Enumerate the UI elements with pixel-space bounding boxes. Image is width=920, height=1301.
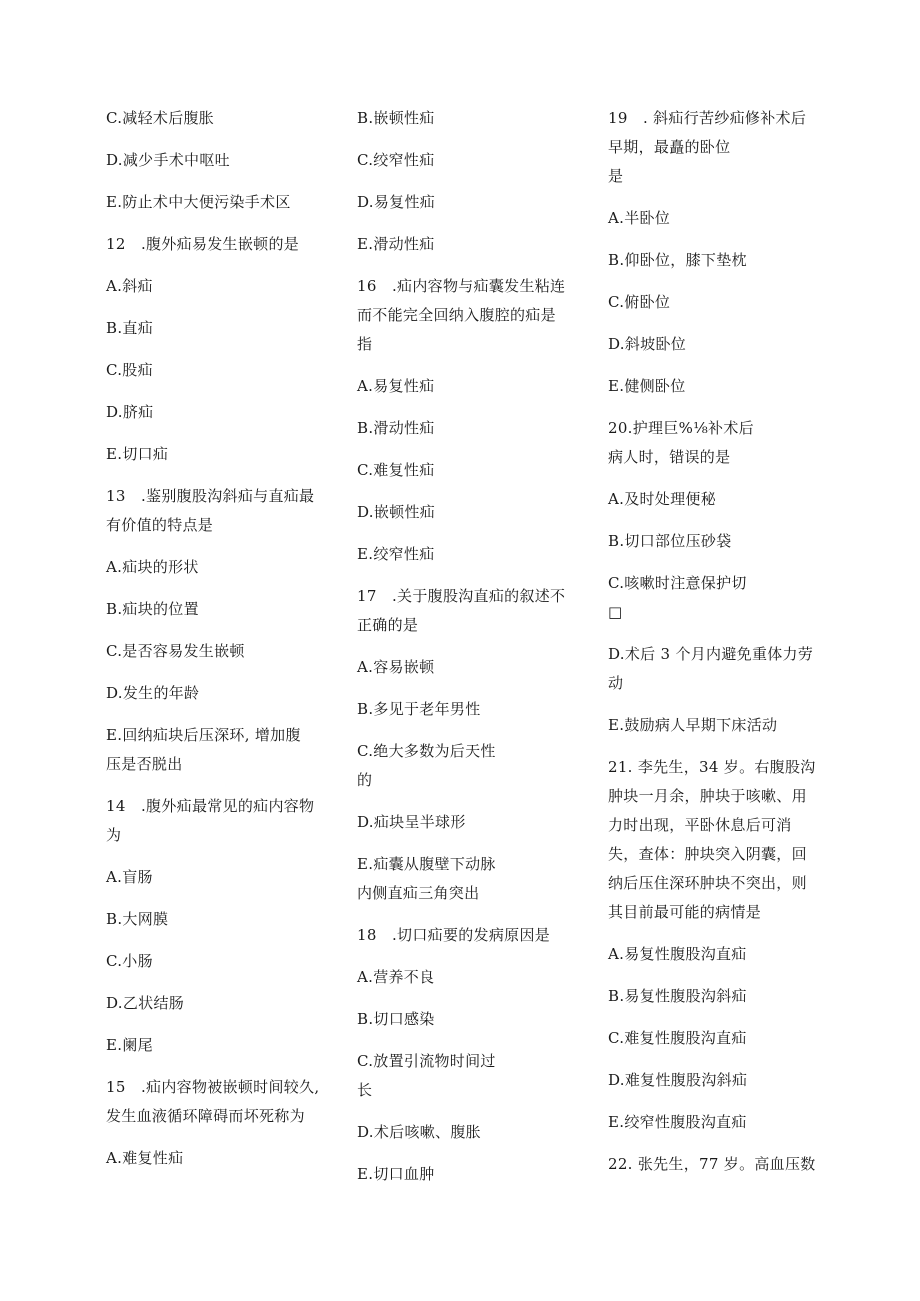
paragraph [106, 272, 332, 301]
paragraph [106, 398, 332, 427]
text-line: E.切口疝 [106, 445, 169, 463]
paragraph [106, 721, 332, 779]
paragraph [357, 498, 577, 527]
text-line: C.咳嗽时注意保护切 [608, 574, 747, 592]
text-line: E.疝囊从腹壁下动脉 [357, 855, 496, 873]
text-line: 20.护理巨%⅛补术后 [608, 419, 754, 437]
paragraph [608, 569, 820, 627]
paragraph [106, 863, 332, 892]
text-line: B.嵌顿性疝 [357, 109, 435, 127]
text-line: B.仰卧位，膝下垫枕 [608, 251, 747, 269]
text-line: E.绞窄性疝 [357, 545, 435, 563]
paragraph [106, 1073, 332, 1131]
paragraph [357, 1160, 577, 1189]
paragraph [357, 230, 577, 259]
text-line: C.绞窄性疝 [357, 151, 435, 169]
text-line: 压是否脱出 [106, 755, 183, 773]
text-line: E.阑尾 [106, 1036, 153, 1054]
text-line: 病人时，错误的是 [608, 448, 731, 466]
text-line: B.大网膜 [106, 910, 169, 928]
paragraph [106, 595, 332, 624]
text-column-2 [357, 104, 577, 1189]
text-line: B.多见于老年男性 [357, 700, 481, 718]
text-column-3 [608, 104, 820, 1179]
paragraph [106, 1031, 332, 1060]
text-column-1 [106, 104, 332, 1173]
paragraph [357, 1118, 577, 1147]
text-line: □ [608, 603, 623, 621]
text-line: C.绝大多数为后天性 [357, 742, 496, 760]
paragraph [106, 482, 332, 540]
text-line: D.斜坡卧位 [608, 335, 687, 353]
paragraph [357, 456, 577, 485]
text-line: B.易复性腹股沟斜疝 [608, 987, 747, 1005]
text-line: A.易复性疝 [357, 377, 435, 395]
paragraph [106, 1144, 332, 1173]
text-line: B.直疝 [106, 319, 153, 337]
text-line: 22. 张先生，77 岁。高血压数 [608, 1155, 816, 1173]
text-line: 其目前最可能的病情是 [608, 903, 762, 921]
text-line: 21. 李先生，34 岁。右腹股沟 [608, 758, 816, 776]
paragraph [106, 356, 332, 385]
text-line: A.营养不良 [357, 968, 435, 986]
paragraph [608, 246, 820, 275]
paragraph [357, 737, 577, 795]
text-line: 动 [608, 674, 624, 692]
text-line: B.疝块的位置 [106, 600, 199, 618]
text-line: A.疝块的形状 [106, 558, 199, 576]
text-line: A.易复性腹股沟直疝 [608, 945, 747, 963]
paragraph [608, 711, 820, 740]
paragraph [357, 272, 577, 359]
paragraph [106, 104, 332, 133]
text-line: B.切口部位压砂袋 [608, 532, 732, 550]
paragraph [608, 1108, 820, 1137]
text-line: 有价值的特点是 [106, 516, 214, 534]
paragraph [106, 230, 332, 259]
text-line: 指 [357, 335, 373, 353]
text-line: B.切口感染 [357, 1010, 435, 1028]
paragraph [608, 288, 820, 317]
text-line: 肿块一月余，肿块于咳嗽、用 [608, 787, 807, 805]
paragraph [608, 640, 820, 698]
paragraph [106, 146, 332, 175]
paragraph [106, 188, 332, 217]
text-line: C.是否容易发生嵌顿 [106, 642, 245, 660]
text-line: A.容易嵌顿 [357, 658, 435, 676]
text-line: D.乙状结肠 [106, 994, 185, 1012]
paragraph [608, 1066, 820, 1095]
text-line: D.发生的年龄 [106, 684, 200, 702]
text-line: D.疝块呈半球形 [357, 813, 466, 831]
text-line: 16 .疝内容物与疝囊发生粘连 [357, 277, 566, 295]
text-line: E.绞窄性腹股沟直疝 [608, 1113, 747, 1131]
paragraph [608, 104, 820, 191]
paragraph [106, 553, 332, 582]
text-line: B.滑动性疝 [357, 419, 435, 437]
paragraph [106, 947, 332, 976]
paragraph [106, 905, 332, 934]
text-line: D.术后咳嗽、腹胀 [357, 1123, 481, 1141]
text-line: 内侧直疝三角突出 [357, 884, 480, 902]
text-line: 纳后压住深环肿块不突出，则 [608, 874, 807, 892]
text-line: 早期，最矗的卧位 [608, 138, 731, 156]
paragraph [357, 540, 577, 569]
paragraph [357, 921, 577, 950]
text-line: C.股疝 [106, 361, 153, 379]
text-line: 力时出现，平卧休息后可消 [608, 816, 792, 834]
paragraph [357, 963, 577, 992]
paragraph [106, 637, 332, 666]
paragraph [357, 188, 577, 217]
text-line: 12 .腹外疝易发生嵌顿的是 [106, 235, 300, 253]
paragraph [357, 850, 577, 908]
paragraph [357, 695, 577, 724]
text-line: 17 .关于腹股沟直疝的叙述不 [357, 587, 566, 605]
text-line: 是 [608, 167, 624, 185]
text-line: A.及时处理便秘 [608, 490, 717, 508]
paragraph [608, 330, 820, 359]
text-line: D.术后 3 个月内避免重体力劳 [608, 645, 814, 663]
paragraph [357, 372, 577, 401]
text-line: C.俯卧位 [608, 293, 671, 311]
text-line: C.难复性腹股沟直疝 [608, 1029, 747, 1047]
paragraph [608, 1024, 820, 1053]
paragraph [106, 314, 332, 343]
paragraph [608, 527, 820, 556]
text-line: 15 .疝内容物被嵌顿时间较久, [106, 1078, 320, 1096]
text-line: 正确的是 [357, 616, 419, 634]
text-line: C.难复性疝 [357, 461, 435, 479]
text-line: 14 .腹外疝最常见的疝内容物 [106, 797, 315, 815]
text-line: C.小肠 [106, 952, 153, 970]
paragraph [608, 485, 820, 514]
paragraph [357, 653, 577, 682]
text-line: 长 [357, 1081, 373, 1099]
paragraph [608, 1150, 820, 1179]
text-line: 为 [106, 826, 122, 844]
paragraph [106, 989, 332, 1018]
text-line: E.健侧卧位 [608, 377, 686, 395]
text-line: 失，查体：肿块突入阴囊，回 [608, 845, 807, 863]
paragraph [357, 1047, 577, 1105]
paragraph [357, 582, 577, 640]
text-line: D.嵌顿性疝 [357, 503, 436, 521]
text-line: E.滑动性疝 [357, 235, 435, 253]
paragraph [608, 414, 820, 472]
paragraph [357, 414, 577, 443]
text-line: A.斜疝 [106, 277, 153, 295]
paragraph [106, 679, 332, 708]
text-line: 19 . 斜疝行苦纱疝修补术后 [608, 109, 807, 127]
text-line: C.放置引流物时间过 [357, 1052, 496, 1070]
text-line: A.半卧位 [608, 209, 671, 227]
text-line: D.易复性疝 [357, 193, 436, 211]
text-line: D.减少手术中呕吐 [106, 151, 230, 169]
text-line: D.难复性腹股沟斜疝 [608, 1071, 748, 1089]
paragraph [608, 982, 820, 1011]
text-line: D.脐疝 [106, 403, 154, 421]
text-line: C.减轻术后腹胀 [106, 109, 215, 127]
text-line: 发生血液循环障碍而坏死称为 [106, 1107, 305, 1125]
text-line: E.鼓励病人早期下床活动 [608, 716, 778, 734]
paragraph [106, 440, 332, 469]
paragraph [357, 104, 577, 133]
text-line: 18 .切口疝要的发病原因是 [357, 926, 551, 944]
paragraph [608, 204, 820, 233]
text-line: A.盲肠 [106, 868, 153, 886]
text-line: A.难复性疝 [106, 1149, 184, 1167]
paragraph [608, 753, 820, 927]
text-line: 而不能完全回纳入腹腔的疝是 [357, 306, 556, 324]
paragraph [608, 372, 820, 401]
text-line: E.回纳疝块后压深环, 增加腹 [106, 726, 301, 744]
paragraph [357, 1005, 577, 1034]
text-line: 13 .鉴别腹股沟斜疝与直疝最 [106, 487, 315, 505]
text-line: E.防止术中大便污染手术区 [106, 193, 291, 211]
text-line: E.切口血肿 [357, 1165, 435, 1183]
paragraph [106, 792, 332, 850]
paragraph [608, 940, 820, 969]
paragraph [357, 808, 577, 837]
paragraph [357, 146, 577, 175]
text-line: 的 [357, 771, 373, 789]
